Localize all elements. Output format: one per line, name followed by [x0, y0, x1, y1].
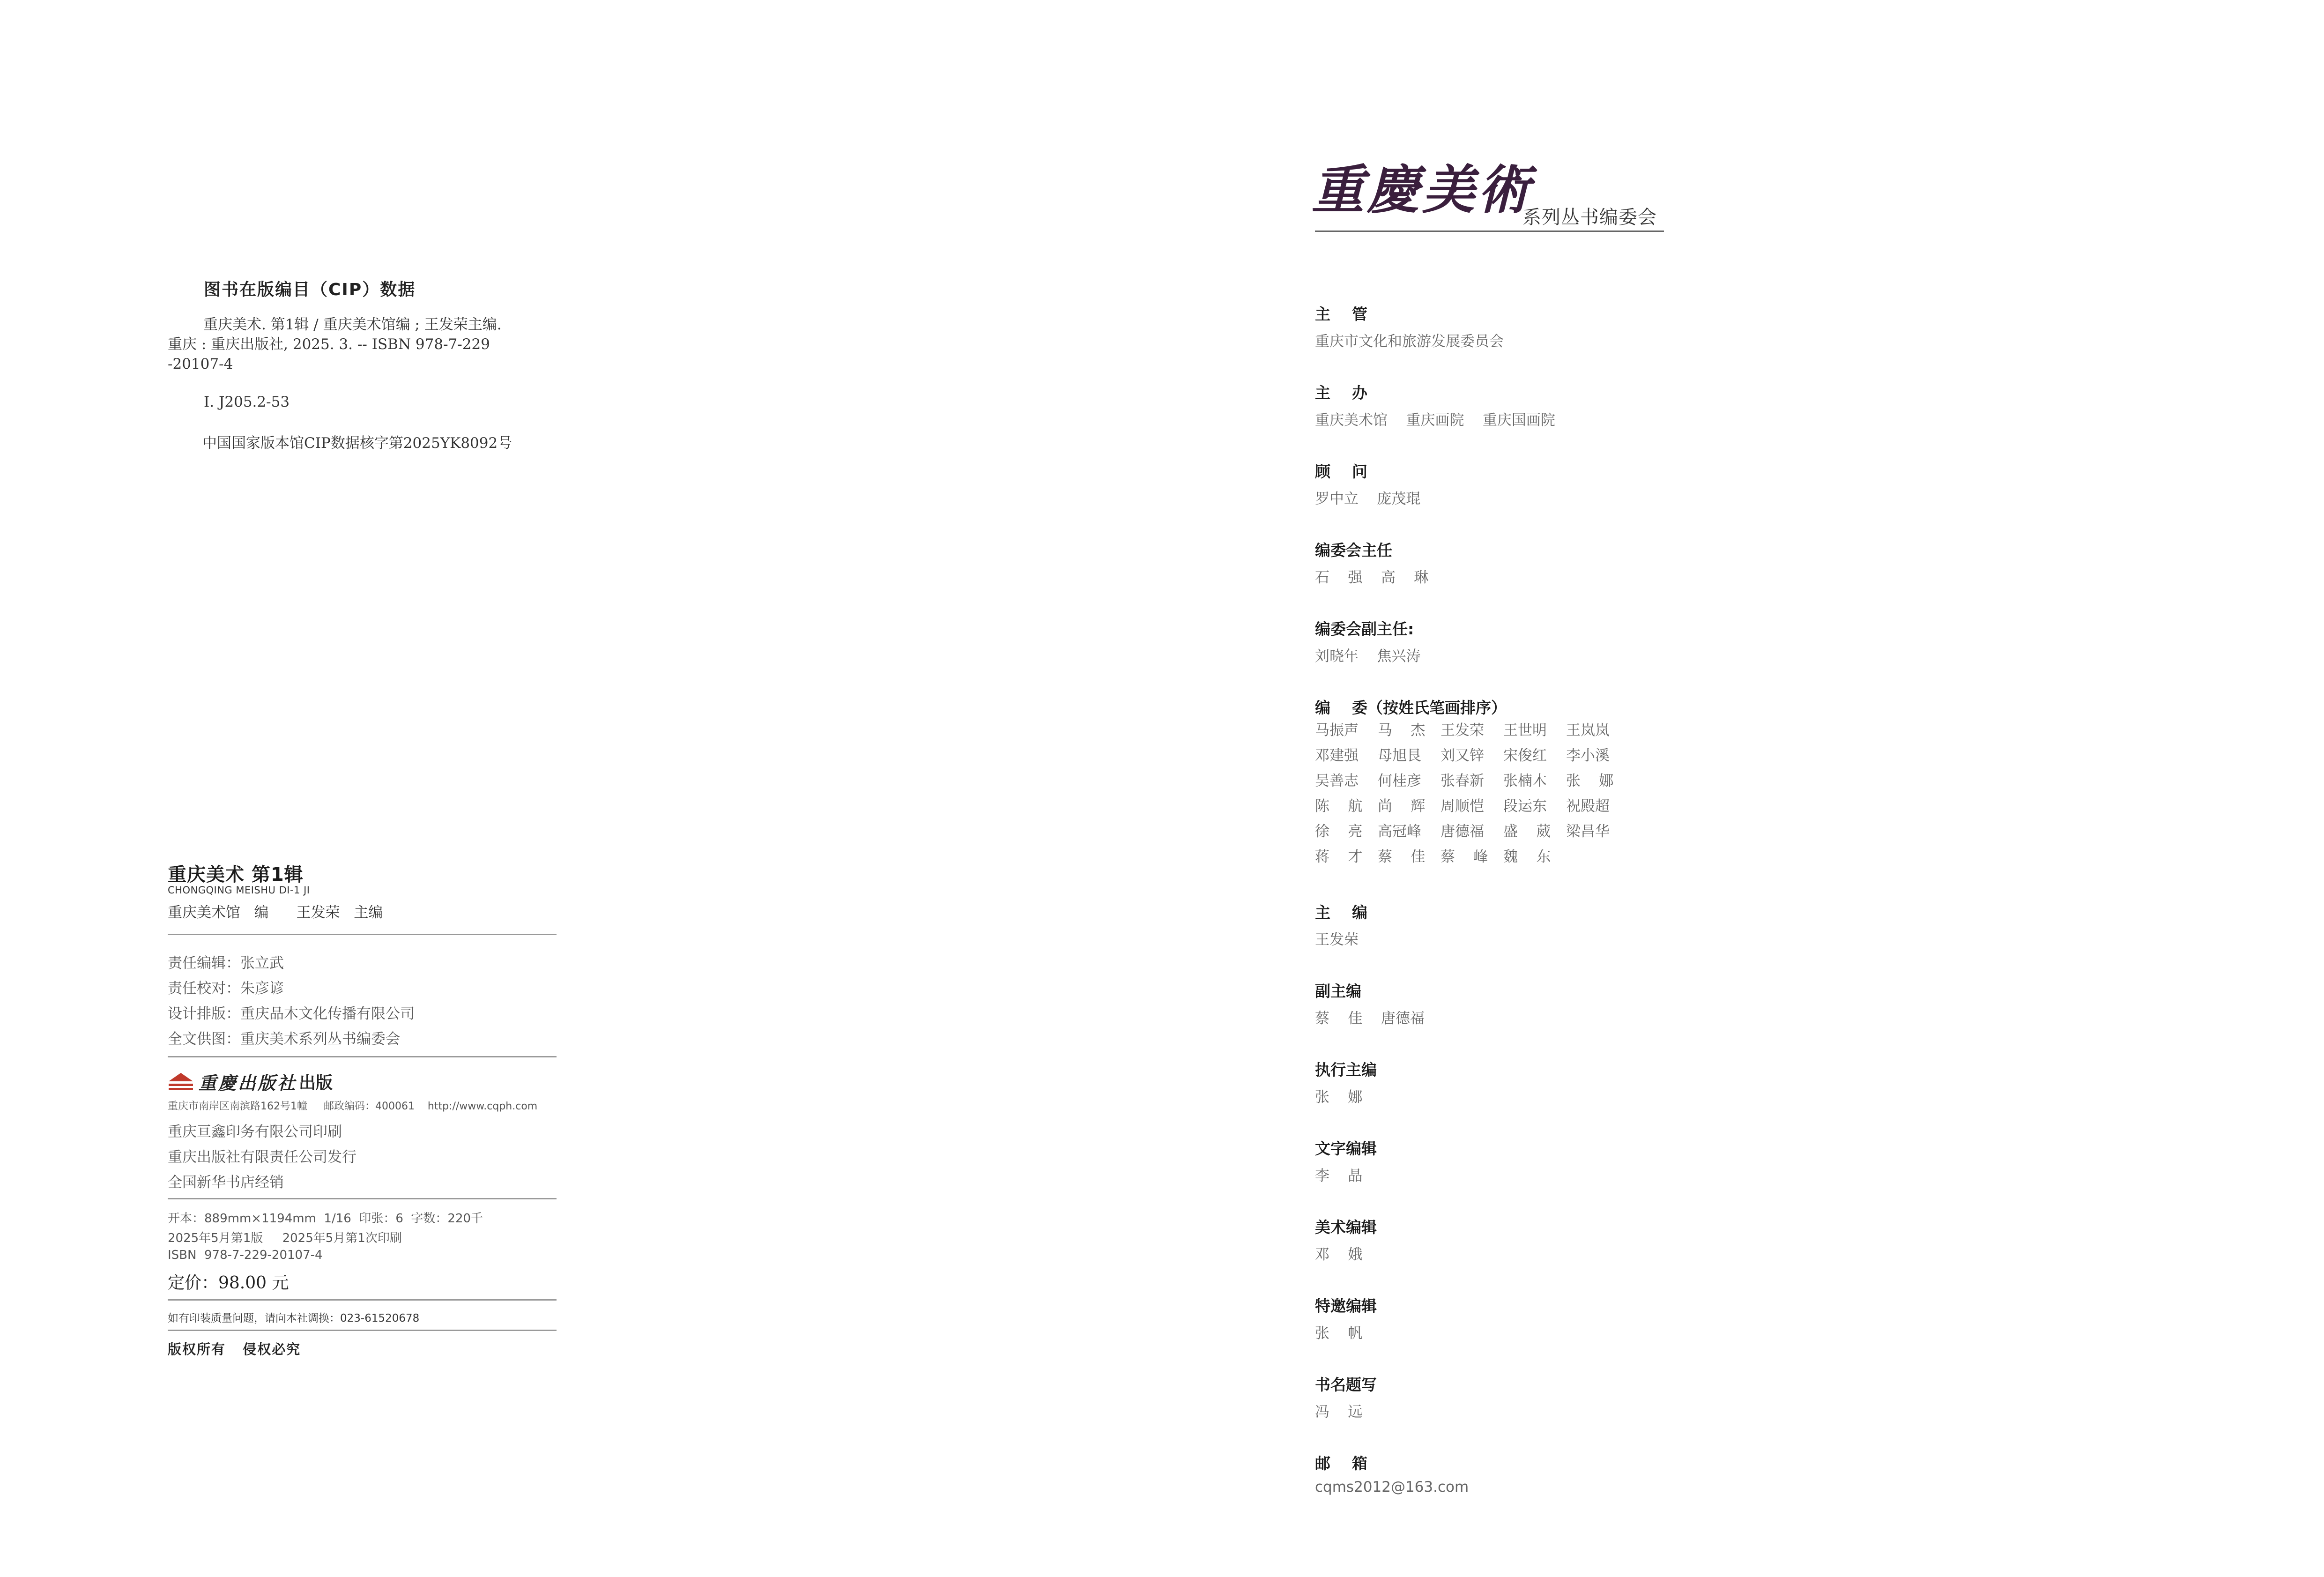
isbn: ISBN 978-7-229-20107-4 — [168, 1248, 323, 1262]
section-value-supervisor: 重庆市文化和旅游发展委员会 — [1315, 333, 1504, 350]
section-value-deputy-director: 刘晓年 焦兴涛 — [1315, 648, 1421, 665]
member-name: 王岚岚 — [1566, 722, 1610, 739]
section-label-director: 编委会主任 — [1315, 541, 1392, 559]
member-name: 何桂彦 — [1378, 773, 1421, 789]
member-name: 吴善志 — [1315, 773, 1359, 789]
member-name: 周顺恺 — [1440, 798, 1484, 815]
member-name: 梁昌华 — [1566, 823, 1610, 840]
brand-underline — [1315, 231, 1664, 232]
section-label-email: 邮 箱 — [1315, 1454, 1367, 1473]
section-value-guest-editor: 张 帆 — [1315, 1325, 1363, 1342]
member-name: 蔡 峰 — [1440, 848, 1488, 865]
member-name: 尚 辉 — [1378, 798, 1426, 815]
section-value-title-calligraphy: 冯 远 — [1315, 1404, 1363, 1421]
series-brand-title: 重慶美術 — [1312, 159, 1533, 221]
seller: 全国新华书店经销 — [168, 1174, 284, 1191]
member-name: 张春新 — [1440, 773, 1484, 789]
book-editors: 重庆美术馆 编 王发荣 主编 — [168, 904, 383, 921]
member-name: 马 杰 — [1378, 722, 1426, 739]
member-name: 陈 航 — [1315, 798, 1363, 815]
cip-line-1: 重庆美术. 第1辑 / 重庆美术馆编 ; 王发荣主编. — [203, 316, 502, 333]
member-name: 王发荣 — [1440, 722, 1484, 739]
section-value-executive-editor: 张 娜 — [1315, 1089, 1363, 1106]
section-value-email: cqms2012@163.com — [1315, 1479, 1469, 1495]
section-value-advisors: 罗中立 庞茂琨 — [1315, 491, 1421, 507]
section-label-organizer: 主 办 — [1315, 384, 1367, 402]
publisher-logo-text: 重慶出版社 — [199, 1072, 297, 1093]
member-list — [1315, 721, 1629, 866]
cip-record — [168, 315, 552, 374]
cip-heading: 图书在版编目（CIP）数据 — [204, 280, 416, 299]
cip-line-3: -20107-4 — [168, 356, 233, 372]
credit-design: 设计排版：重庆品木文化传播有限公司 — [168, 1005, 415, 1022]
member-name: 蔡 佳 — [1378, 848, 1426, 865]
section-label-chief-editor: 主 编 — [1315, 903, 1367, 922]
publisher-logo-suffix: 出版 — [299, 1073, 333, 1093]
divider — [168, 1056, 557, 1057]
section-label-advisors: 顾 问 — [1315, 462, 1367, 481]
section-value-chief-editor: 王发荣 — [1315, 931, 1359, 948]
section-value-deputy-editor: 蔡 佳 唐德福 — [1315, 1010, 1425, 1027]
section-label-members: 编 委（按姓氏笔画排序） — [1315, 699, 1507, 717]
section-label-deputy-director: 编委会副主任: — [1315, 620, 1414, 638]
section-label-supervisor: 主 管 — [1315, 305, 1367, 323]
member-name: 盛 葳 — [1503, 823, 1551, 840]
divider — [168, 1198, 557, 1199]
publisher-logo — [168, 1070, 333, 1093]
credit-images: 全文供图：重庆美术系列丛书编委会 — [168, 1031, 400, 1048]
member-name: 马振声 — [1315, 722, 1359, 739]
member-name: 魏 东 — [1503, 848, 1551, 865]
section-value-text-editor: 李 晶 — [1315, 1168, 1363, 1184]
section-label-executive-editor: 执行主编 — [1315, 1061, 1377, 1079]
member-name: 徐 亮 — [1315, 823, 1363, 840]
section-value-art-editor: 邓 娥 — [1315, 1246, 1363, 1263]
copyright-notice: 版权所有 侵权必究 — [168, 1341, 301, 1357]
publisher-address: 重庆市南岸区南滨路162号1幢 邮政编码：400061 http://www.cqph.com — [168, 1101, 538, 1112]
cip-classification: Ⅰ. J205.2-53 — [204, 394, 290, 410]
divider — [168, 1299, 557, 1301]
section-value-organizer: 重庆美术馆 重庆画院 重庆国画院 — [1315, 412, 1555, 429]
member-name: 唐德福 — [1440, 823, 1484, 840]
divider — [168, 1330, 557, 1331]
divider — [168, 934, 557, 935]
printer: 重庆亘鑫印务有限公司印刷 — [168, 1123, 342, 1140]
quality-notice: 如有印装质量问题，请向本社调换：023-61520678 — [168, 1312, 420, 1324]
distributor: 重庆出版社有限责任公司发行 — [168, 1149, 356, 1166]
member-name: 母旭艮 — [1378, 747, 1421, 764]
section-label-text-editor: 文字编辑 — [1315, 1139, 1377, 1158]
section-label-title-calligraphy: 书名题写 — [1315, 1376, 1377, 1394]
publisher-emblem-icon — [168, 1072, 194, 1091]
section-label-deputy-editor: 副主编 — [1315, 982, 1361, 1000]
book-pinyin: CHONGQING MEISHU DI-1 JI — [168, 885, 310, 896]
member-name: 李小溪 — [1566, 747, 1610, 764]
member-name: 张楠木 — [1503, 773, 1547, 789]
credit-proofreader: 责任校对：朱彦谚 — [168, 980, 284, 997]
member-name: 蒋 才 — [1315, 848, 1363, 865]
cip-nlc-number: 中国国家版本馆CIP数据核字第2025YK8092号 — [202, 435, 512, 452]
member-name: 张 娜 — [1566, 773, 1614, 789]
book-title: 重庆美术 第1辑 — [168, 864, 304, 885]
member-name: 邓建强 — [1315, 747, 1359, 764]
member-name: 祝殿超 — [1566, 798, 1610, 815]
edition-info: 2025年5月第1版 2025年5月第1次印刷 — [168, 1231, 402, 1245]
member-name: 宋俊红 — [1503, 747, 1547, 764]
member-name: 刘又锌 — [1440, 747, 1484, 764]
section-label-guest-editor: 特邀编辑 — [1315, 1297, 1377, 1315]
member-name: 高冠峰 — [1378, 823, 1421, 840]
price: 定价：98.00 元 — [168, 1273, 289, 1293]
credit-editor: 责任编辑：张立武 — [168, 955, 284, 972]
member-name: 段运东 — [1503, 798, 1547, 815]
member-name: 王世明 — [1503, 722, 1547, 739]
cip-line-2: 重庆 : 重庆出版社, 2025. 3. -- ISBN 978-7-229 — [168, 336, 490, 353]
series-brand-subtitle: 系列丛书编委会 — [1522, 207, 1657, 228]
format-spec: 开本：889mm×1194mm 1/16 印张：6 字数：220千 — [168, 1212, 483, 1226]
section-value-director: 石 强 高 琳 — [1315, 569, 1429, 586]
section-label-art-editor: 美术编辑 — [1315, 1218, 1377, 1236]
